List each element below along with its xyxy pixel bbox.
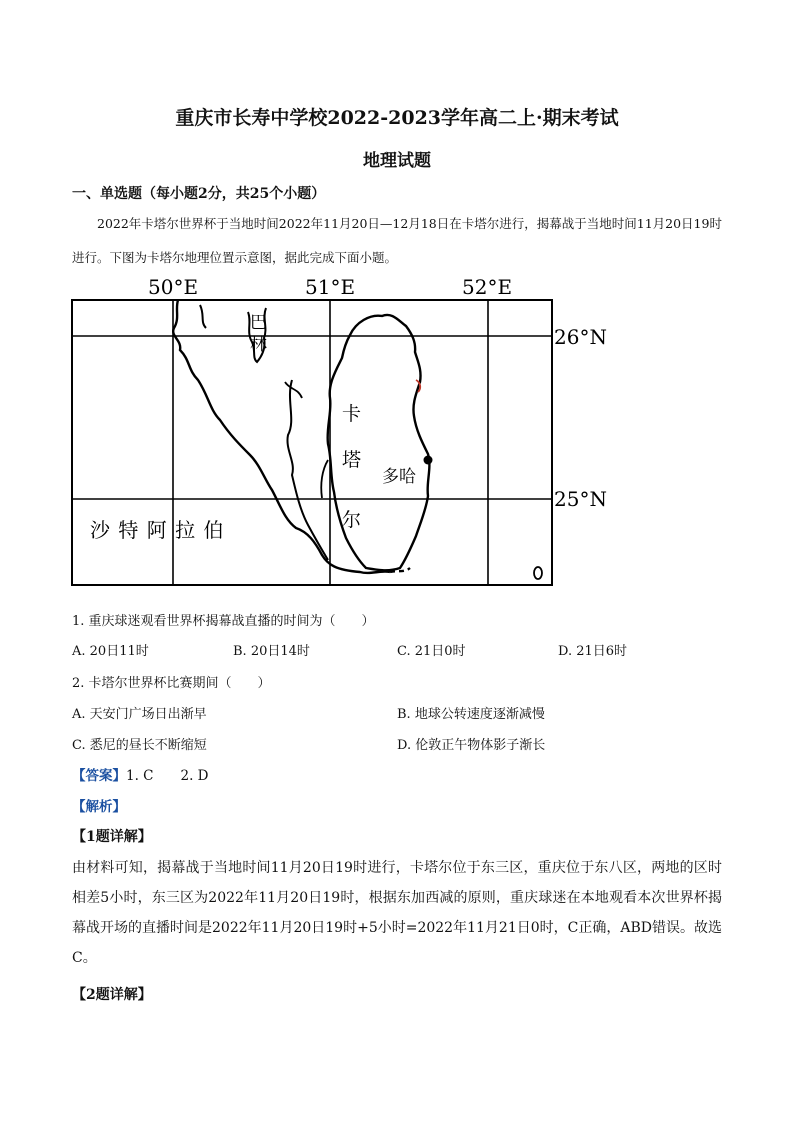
section-heading: 一、单选题（每小题2分，共25个小题）: [72, 186, 326, 202]
question-1-option-d[interactable]: D. 21日6时: [558, 644, 628, 659]
question-2-option-c[interactable]: C. 悉尼的昼长不断缩短: [72, 738, 207, 753]
lon-label-52: 52°E: [462, 275, 513, 299]
detail-1-title: 【1题详解】: [72, 829, 152, 845]
qatar-label-2: 塔: [342, 449, 362, 471]
coast-detail: [200, 305, 206, 328]
answer-label: 【答案】: [72, 768, 126, 784]
lon-label-50: 50°E: [148, 275, 199, 299]
question-intro: [72, 207, 722, 275]
doha-marker: [424, 456, 433, 465]
lon-label-51: 51°E: [305, 275, 356, 299]
bahrain-label-2: 林: [250, 335, 267, 355]
qatar-west-inlet: [321, 460, 328, 498]
doha-label: 多哈: [382, 467, 416, 487]
question-1-option-b[interactable]: B. 20日14时: [233, 644, 310, 659]
coast-inlet: [285, 382, 302, 398]
detail-1-text: 由材料可知，揭幕战于当地时间11月20日19时进行，卡塔尔位于东三区，重庆位于东八区，两地的区时相差5小时，东三区为2022年11月20日19时，根据东加西减的原则，重庆球迷在本地观看本次世界杯揭幕战开场的直播时间是2022年11月20日19时+5小时=2022年11月21日0时，C正确，ABD错误。故选C。: [72, 860, 722, 966]
question-2-option-b[interactable]: B. 地球公转速度逐渐减慢: [397, 707, 545, 722]
small-island: [534, 567, 542, 579]
qatar-location-map: [60, 270, 620, 595]
question-1-stem: 1. 重庆球迷观看世界杯揭幕战直播的时间为（ ）: [72, 614, 375, 629]
answer-values: 1. C 2. D: [126, 768, 209, 784]
question-1-option-a[interactable]: A. 20日11时: [72, 644, 149, 659]
qatar-label-3: 尔: [342, 509, 362, 531]
analysis-label: 【解析】: [72, 799, 126, 815]
gulf-of-salwa-west: [287, 380, 328, 560]
question-1-option-c[interactable]: C. 21日0时: [397, 644, 466, 659]
qatar-label-1: 卡: [342, 403, 362, 425]
question-2-option-a[interactable]: A. 天安门广场日出渐早: [72, 707, 207, 722]
detail-2-title: 【2题详解】: [72, 987, 152, 1003]
page-title: 重庆市长寿中学校2022-2023学年高二上·期末考试: [175, 107, 619, 129]
bahrain-label-1: 巴: [250, 313, 267, 333]
page-subtitle: 地理试题: [363, 151, 431, 171]
question-2-stem: 2. 卡塔尔世界杯比赛期间（ ）: [72, 676, 271, 691]
map-frame: [72, 300, 552, 585]
saudi-label: 沙 特 阿 拉 伯: [90, 518, 225, 542]
qatar-peninsula: [328, 315, 430, 570]
lat-label-25: 25°N: [554, 487, 607, 511]
question-2-option-d[interactable]: D. 伦敦正午物体影子渐长: [397, 738, 546, 753]
answer-line: [72, 764, 209, 784]
lat-label-26: 26°N: [554, 325, 607, 349]
intro-text: 2022年卡塔尔世界杯于当地时间2022年11月20日—12月18日在卡塔尔进行，揭幕战于当地时间11月20日19时进行。下图为卡塔尔地理位置示意图，据此完成下面小题。: [72, 216, 722, 265]
